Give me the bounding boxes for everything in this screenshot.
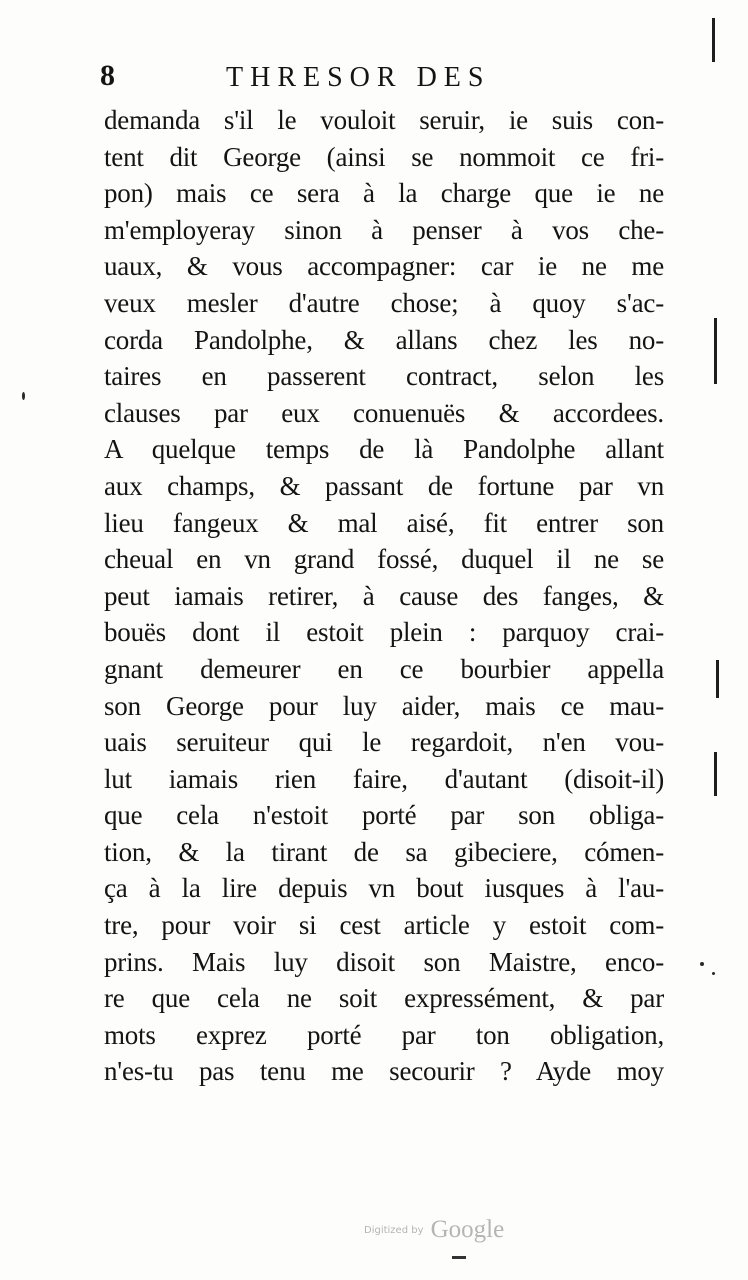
text-line: que cela n'estoit porté par son obliga- [104, 800, 664, 831]
text-line: m'employeray sinon à penser à vos che- [104, 214, 664, 245]
page-header [100, 52, 660, 100]
text-line: pon) mais ce sera à la charge que ie ne [104, 178, 664, 209]
text-line: uais seruiteur qui le regardoit, n'en vou- [104, 727, 664, 758]
text-line: demanda s'il le vouloit seruir, ie suis con- [104, 105, 664, 135]
text-line: re que cela ne soit expressément, & par [104, 983, 664, 1014]
text-line: clauses par eux conuenuës & accordees. [104, 397, 664, 428]
body-text [104, 102, 664, 1112]
text-line: taires en passerent contract, selon les [104, 361, 664, 392]
text-line: aux champs, & passant de fortune par vn [104, 470, 664, 501]
text-line: tre, pour voir si cest article y estoit com- [104, 910, 664, 941]
running-title: THRESOR DES [226, 62, 491, 93]
text-line: lieu fangeux & mal aisé, fit entrer son [104, 507, 664, 538]
text-line: bouës dont il estoit plein : parquoy crai- [104, 617, 664, 648]
text-line: ça à la lire depuis vn bout iusques à l'au- [104, 873, 664, 904]
text-line: gnant demeurer en ce bourbier appella [104, 653, 664, 684]
right-edge-mark [716, 660, 719, 698]
text-line: peut iamais retirer, à cause des fanges, & [104, 580, 664, 611]
text-line: lut iamais rien faire, d'autant (disoit-il) [104, 763, 664, 794]
text-line: son George pour luy aider, mais ce mau- [104, 690, 664, 721]
text-line: corda Pandolphe, & allans chez les no- [104, 324, 664, 355]
text-line: tion, & la tirant de sa gibeciere, cómen- [104, 836, 664, 867]
digitized-by-google-watermark [364, 1216, 524, 1246]
right-edge-mark [714, 318, 717, 384]
google-logo: Google [430, 1216, 505, 1243]
text-line: cheual en vn grand fossé, duquel il ne se [104, 544, 664, 575]
text-line: mots exprez porté par ton obligation, [104, 1019, 664, 1050]
text-line: uaux, & vous accompagner: car ie ne me [104, 251, 664, 282]
footer-mark [452, 1256, 466, 1259]
ink-speck [700, 962, 704, 966]
ink-speck [22, 392, 25, 400]
digitized-by-label: Digitized by [364, 1224, 424, 1236]
right-edge-mark [712, 18, 715, 62]
page-number: 8 [100, 59, 115, 92]
text-line: tent dit George (ainsi se nommoit ce fri- [104, 141, 664, 172]
text-line: A quelque temps de là Pandolphe allant [104, 434, 664, 465]
right-edge-mark [714, 752, 717, 796]
text-line: veux mesler d'autre chose; à quoy s'ac- [104, 287, 664, 318]
ink-speck [712, 972, 715, 975]
text-line: prins. Mais luy disoit son Maistre, enco- [104, 946, 664, 977]
text-line: n'es-tu pas tenu me secourir ? Ayde moy [104, 1056, 664, 1087]
